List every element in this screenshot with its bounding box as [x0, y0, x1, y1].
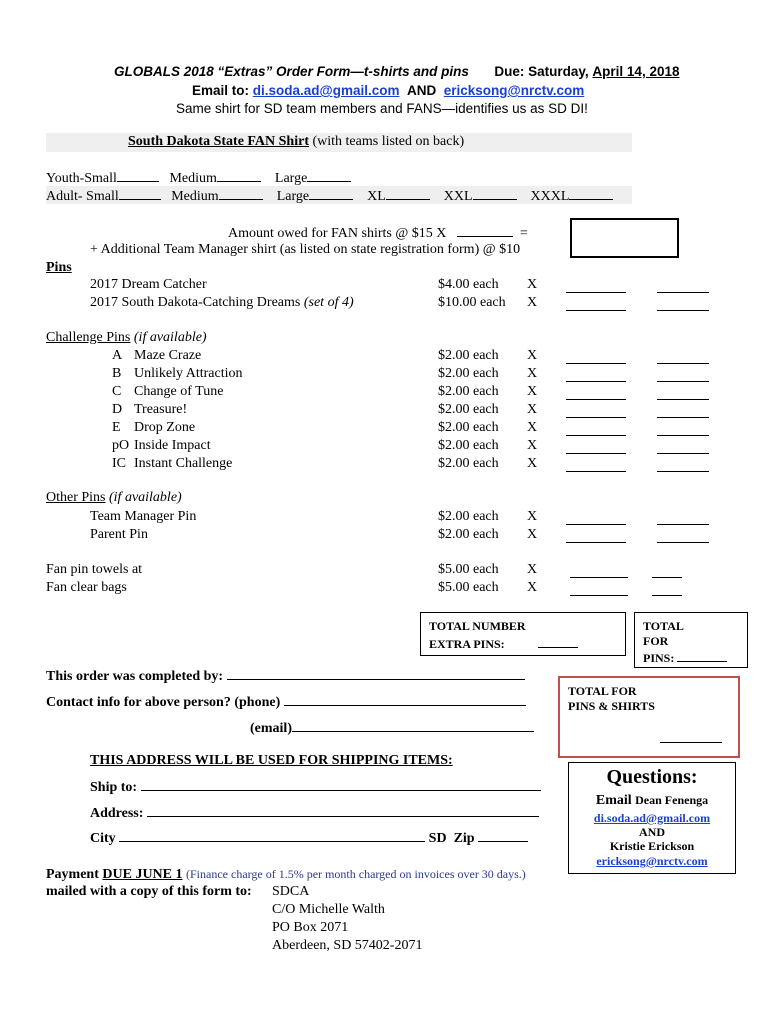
- challenge-pin-row-total-field[interactable]: [657, 351, 709, 364]
- pin-note: (set of 4): [303, 295, 354, 310]
- extra-pins-field[interactable]: [538, 635, 578, 648]
- youth-large-field[interactable]: [307, 169, 351, 182]
- challenge-pins-heading-line: [46, 330, 207, 346]
- mail-addr4: Aberdeen, SD 57402-2071: [272, 938, 423, 953]
- city-field[interactable]: [119, 829, 425, 842]
- adult-small-label: Adult- Small: [46, 189, 119, 204]
- fan-item-row-quantity-field[interactable]: [570, 565, 628, 578]
- email-to-label: Email to:: [192, 83, 250, 98]
- challenge-pin-row-total-field[interactable]: [657, 423, 709, 436]
- challenge-pin-row-quantity-field[interactable]: [566, 441, 626, 454]
- email-link-1[interactable]: di.soda.ad@gmail.com: [252, 83, 400, 98]
- other-pin-name: Team Manager Pin: [90, 509, 197, 524]
- form-title: [114, 64, 679, 79]
- other-pin-row-name: [90, 509, 196, 525]
- pin-row-name: [90, 295, 354, 311]
- city-label: City: [90, 831, 116, 846]
- challenge-pin-row-total-field[interactable]: [657, 387, 709, 400]
- challenge-pin-row-name: [112, 402, 187, 418]
- mail-addr2: C/O Michelle Walth: [272, 902, 385, 917]
- adult-xxl-field[interactable]: [473, 187, 517, 200]
- other-pin-name: Parent Pin: [90, 527, 148, 542]
- challenge-pin-row-price: $2.00 each: [438, 348, 499, 363]
- questions-person2: Kristie Erickson: [609, 839, 695, 853]
- email-link-2[interactable]: ericksong@nrctv.com: [443, 83, 585, 98]
- challenge-pin-code: A: [112, 348, 123, 363]
- pin-row-quantity-field[interactable]: [566, 298, 626, 311]
- challenge-pin-name: Maze Craze: [134, 348, 202, 363]
- pin-row-quantity-field[interactable]: [566, 280, 626, 293]
- pin-row-total-field[interactable]: [657, 298, 709, 311]
- challenge-pin-row-total-field[interactable]: [657, 405, 709, 418]
- fan-amount-label: Amount owed for FAN shirts @ $15 X: [228, 226, 447, 241]
- pins-shirts-total-box: [558, 676, 740, 758]
- mail-addr1: SDCA: [272, 884, 310, 899]
- challenge-pin-row-price: $2.00 each: [438, 456, 499, 471]
- challenge-pin-row-quantity-field[interactable]: [566, 351, 626, 364]
- ship-to-label: Ship to:: [90, 780, 138, 795]
- other-pin-row-quantity-field[interactable]: [566, 512, 626, 525]
- manager-shirt-line: + Additional Team Manager shirt (as listed on state registration form) @ $10: [90, 242, 521, 257]
- other-pin-row-total-field[interactable]: [657, 512, 709, 525]
- completed-by-line: [46, 667, 525, 685]
- fan-amount-line: [228, 224, 528, 242]
- questions-heading: Questions:: [606, 766, 698, 788]
- payment-due: DUE JUNE 1: [102, 867, 183, 882]
- other-pin-row-multiply: X: [527, 509, 538, 524]
- other-pins-qualifier: (if available): [109, 490, 182, 505]
- challenge-pin-name: Treasure!: [134, 402, 188, 417]
- fan-item-row-total-field[interactable]: [652, 565, 682, 578]
- total-pins-box: [634, 612, 748, 668]
- questions-person1-line: [569, 793, 735, 809]
- adult-medium-label: Medium: [171, 189, 219, 204]
- fan-amount-total-box[interactable]: [570, 218, 679, 258]
- adult-medium-field[interactable]: [219, 187, 263, 200]
- challenge-pin-code: E: [112, 420, 121, 435]
- challenge-pin-code: B: [112, 366, 122, 381]
- pin-row-price: $4.00 each: [438, 277, 499, 292]
- zip-field[interactable]: [478, 829, 528, 842]
- adult-xxxl-field[interactable]: [569, 187, 613, 200]
- email-and: AND: [407, 83, 437, 98]
- challenge-pin-row-price: $2.00 each: [438, 438, 499, 453]
- completed-by-field[interactable]: [227, 667, 525, 680]
- due-date: April 14, 2018: [592, 64, 680, 79]
- challenge-pin-row-quantity-field[interactable]: [566, 387, 626, 400]
- adult-xl-field[interactable]: [386, 187, 430, 200]
- mail-addr3: PO Box 2071: [272, 920, 349, 935]
- challenge-pin-code: D: [112, 402, 123, 417]
- payment-label: Payment: [46, 867, 99, 882]
- pins-shirts-line1: TOTAL FOR: [568, 684, 637, 698]
- challenge-pin-name: Inside Impact: [134, 438, 211, 453]
- challenge-pin-row-total-field[interactable]: [657, 369, 709, 382]
- other-pin-row-price: $2.00 each: [438, 509, 499, 524]
- fan-item-row-quantity-field[interactable]: [570, 583, 628, 596]
- other-pin-row-quantity-field[interactable]: [566, 530, 626, 543]
- adult-xxxl-label: XXXL: [530, 189, 570, 204]
- fan-item-name: Fan pin towels at: [46, 562, 143, 577]
- other-pin-row-name: [90, 527, 148, 543]
- adult-small-field[interactable]: [119, 187, 161, 200]
- challenge-pin-row-total-field[interactable]: [657, 459, 709, 472]
- address-notice: THIS ADDRESS WILL BE USED FOR SHIPPING ITEMS:: [90, 753, 453, 768]
- questions-email2[interactable]: ericksong@nrctv.com: [596, 854, 708, 868]
- challenge-pin-row-name: [112, 366, 242, 382]
- fan-item-row-multiply: X: [527, 580, 538, 595]
- other-pin-row-multiply: X: [527, 527, 538, 542]
- questions-person1: Dean Fenenga: [635, 793, 709, 807]
- adult-xxl-label: XXL: [443, 189, 473, 204]
- phone-line: [46, 693, 526, 711]
- challenge-pin-name: Change of Tune: [134, 384, 224, 399]
- payment-line: [46, 867, 526, 883]
- address-label: Address:: [90, 806, 144, 821]
- pins-shirts-line2: PINS & SHIRTS: [568, 699, 655, 713]
- adult-xl-label: XL: [367, 189, 386, 204]
- pin-row-total-field[interactable]: [657, 280, 709, 293]
- pins-shirts-field[interactable]: [660, 730, 722, 743]
- challenge-pin-row-price: $2.00 each: [438, 366, 499, 381]
- questions-email-word: Email: [595, 793, 632, 808]
- phone-field[interactable]: [284, 693, 526, 706]
- fan-shirt-quantity-field[interactable]: [457, 224, 513, 237]
- challenge-pin-row-price: $2.00 each: [438, 384, 499, 399]
- city-line: [90, 829, 528, 847]
- challenge-pin-row-quantity-field[interactable]: [566, 459, 626, 472]
- email-line: [250, 719, 534, 737]
- extra-pins-line2: EXTRA PINS:: [429, 637, 505, 651]
- email-to-line: [192, 83, 584, 98]
- challenge-pin-row-name: [112, 456, 232, 472]
- challenge-pin-row-quantity-field[interactable]: [566, 405, 626, 418]
- form-title-text: GLOBALS 2018 “Extras” Order Form—t-shirts and pins: [114, 64, 469, 79]
- youth-sizes-row: [46, 169, 351, 187]
- fan-shirt-subtitle: (with teams listed on back): [312, 134, 465, 149]
- youth-medium-label: Medium: [169, 171, 217, 186]
- challenge-pin-row-multiply: X: [527, 456, 538, 471]
- extra-pins-line1: TOTAL NUMBER: [429, 619, 526, 633]
- extra-pins-total-box: [420, 612, 626, 656]
- completed-by-label: This order was completed by:: [46, 669, 224, 684]
- challenge-pin-code: IC: [112, 456, 126, 471]
- challenge-pin-row-multiply: X: [527, 420, 538, 435]
- challenge-pin-row-total-field[interactable]: [657, 441, 709, 454]
- due-label: Due: Saturday,: [494, 64, 589, 79]
- fan-item-name: Fan clear bags: [46, 580, 127, 595]
- pin-name: 2017 Dream Catcher: [90, 277, 207, 292]
- challenge-pin-row-name: [112, 384, 223, 400]
- pin-name: 2017 South Dakota-Catching Dreams: [90, 295, 304, 310]
- youth-large-label: Large: [274, 171, 308, 186]
- challenge-pin-name: Drop Zone: [134, 420, 196, 435]
- zip-label: Zip: [453, 831, 475, 846]
- challenge-pin-row-multiply: X: [527, 348, 538, 363]
- fan-item-row-price: $5.00 each: [438, 580, 499, 595]
- total-pins-line3-wrap: [643, 649, 727, 666]
- youth-medium-field[interactable]: [217, 169, 261, 182]
- mail-line: mailed with a copy of this form to:: [46, 884, 252, 899]
- fan-item-row-price: $5.00 each: [438, 562, 499, 577]
- pin-row-name: [90, 277, 207, 293]
- fan-item-row-name: [46, 580, 127, 596]
- address-line: [90, 804, 539, 822]
- ship-to-line: [90, 778, 541, 796]
- address-field[interactable]: [147, 804, 539, 817]
- fan-shirt-title: South Dakota State FAN Shirt: [128, 134, 309, 149]
- adult-large-field[interactable]: [309, 187, 353, 200]
- youth-small-field[interactable]: [117, 169, 159, 182]
- challenge-pin-name: Instant Challenge: [134, 456, 233, 471]
- pins-heading: Pins: [46, 260, 72, 275]
- total-pins-line3: PINS:: [643, 651, 675, 665]
- email-field[interactable]: [292, 719, 534, 732]
- challenge-pin-code: pO: [112, 438, 130, 453]
- challenge-pins-qualifier: (if available): [133, 330, 207, 345]
- state-label: SD: [428, 831, 447, 846]
- fan-amount-equals: =: [519, 226, 528, 241]
- challenge-pin-code: C: [112, 384, 122, 399]
- challenge-pin-row-name: [112, 438, 211, 454]
- challenge-pin-row-multiply: X: [527, 384, 538, 399]
- other-pins-heading: Other Pins: [46, 490, 106, 505]
- pin-row-multiply: X: [527, 277, 538, 292]
- questions-and: AND: [639, 825, 665, 839]
- total-pins-line2: FOR: [643, 634, 669, 648]
- challenge-pin-row-quantity-field[interactable]: [566, 423, 626, 436]
- total-pins-line1: TOTAL: [643, 619, 684, 633]
- pin-row-price: $10.00 each: [438, 295, 506, 310]
- challenge-pin-row-price: $2.00 each: [438, 402, 499, 417]
- challenge-pin-row-name: [112, 348, 201, 364]
- pin-row-multiply: X: [527, 295, 538, 310]
- other-pin-row-total-field[interactable]: [657, 530, 709, 543]
- challenge-pin-row-multiply: X: [527, 402, 538, 417]
- questions-box: [568, 762, 736, 874]
- shirt-note: Same shirt for SD team members and FANS—identifies us as SD DI!: [176, 101, 588, 116]
- extra-pins-line2-wrap: [429, 635, 578, 652]
- email-label: (email): [250, 721, 292, 736]
- ship-to-field[interactable]: [141, 778, 541, 791]
- challenge-pins-heading: Challenge Pins: [46, 330, 131, 345]
- phone-label: Contact info for above person? (phone): [46, 695, 281, 710]
- youth-small-label: Youth-Small: [46, 171, 117, 186]
- fan-item-row-multiply: X: [527, 562, 538, 577]
- challenge-pin-row-name: [112, 420, 195, 436]
- fan-item-row-total-field[interactable]: [652, 583, 682, 596]
- fan-item-row-name: [46, 562, 142, 578]
- finance-note: (Finance charge of 1.5% per month charged on invoices over 30 days.): [186, 867, 526, 881]
- questions-email1[interactable]: di.soda.ad@gmail.com: [593, 811, 711, 825]
- challenge-pin-row-price: $2.00 each: [438, 420, 499, 435]
- fan-shirt-heading: [128, 134, 464, 150]
- adult-sizes-row: [46, 187, 613, 205]
- other-pins-heading-line: [46, 490, 182, 506]
- adult-large-label: Large: [276, 189, 310, 204]
- challenge-pin-row-multiply: X: [527, 438, 538, 453]
- challenge-pin-name: Unlikely Attraction: [134, 366, 243, 381]
- other-pin-row-price: $2.00 each: [438, 527, 499, 542]
- challenge-pin-row-quantity-field[interactable]: [566, 369, 626, 382]
- total-pins-field[interactable]: [677, 649, 727, 662]
- challenge-pin-row-multiply: X: [527, 366, 538, 381]
